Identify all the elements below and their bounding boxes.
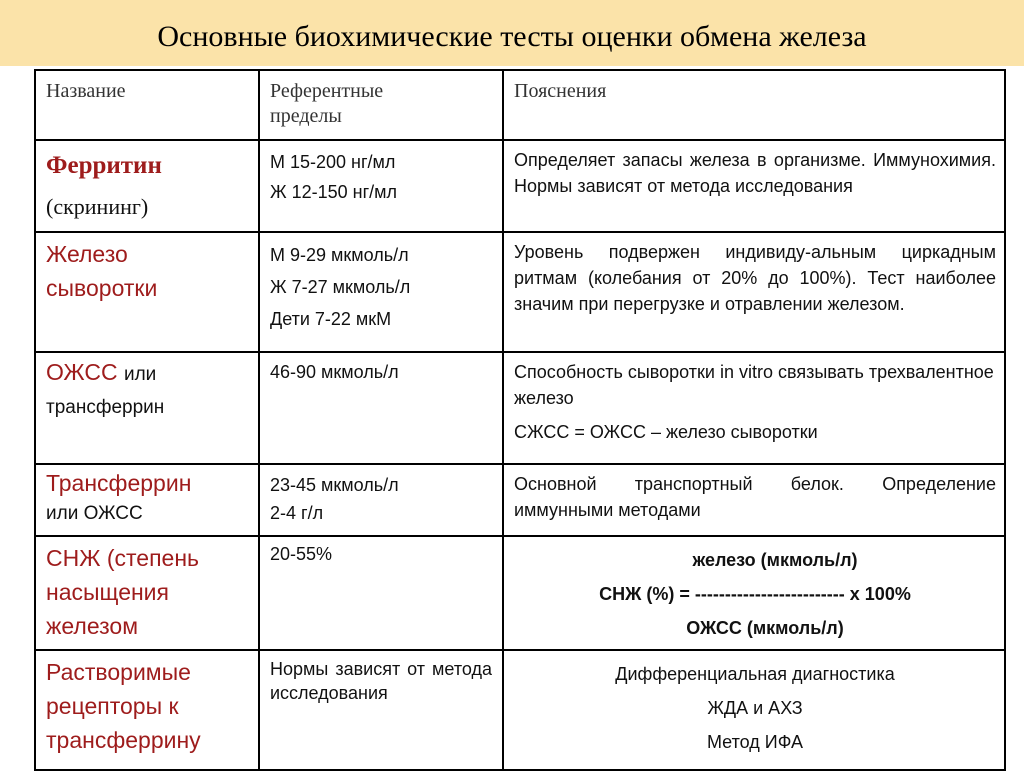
snzh-formula <box>504 537 1004 645</box>
ref-value: Ж 7-27 мкмоль/л <box>270 277 411 297</box>
table-row <box>35 352 1005 464</box>
table-row <box>35 140 1005 232</box>
row-name: Железо сыворотки <box>46 241 158 301</box>
row-name: Трансферрин <box>46 470 192 496</box>
row-notes: Определяет запасы железа в организме. Иммунохимия. Нормы зависят от метода исследования <box>514 150 996 196</box>
ref-value: Ж 12-150 нг/мл <box>270 182 398 202</box>
table-row <box>35 536 1005 650</box>
table-row <box>35 232 1005 352</box>
ref-value: Дети 7-22 мкМ <box>270 309 392 329</box>
iron-tests-table <box>34 69 1006 771</box>
slide-title: Основные биохимические тесты оценки обмена железа <box>157 20 867 53</box>
row-notes: Основной транспортный белок. Определение иммунными методами <box>514 474 996 520</box>
ref-value: 20-55% <box>270 544 333 564</box>
notes-line: Метод ИФА <box>706 732 803 752</box>
row-name: ОЖСС <box>46 359 118 385</box>
table-row <box>35 650 1005 770</box>
row-notes: Уровень подвержен индивиду-альным циркадным ритмам (колебания от 20% до 100%). Тест наиболее значим при перегрузке и отравлении железом. <box>514 242 996 314</box>
ref-value: 2-4 г/л <box>270 503 324 523</box>
header-row <box>35 70 1005 140</box>
row-name: Ферритин <box>46 152 162 179</box>
row-name-sub: (скрининг) <box>46 194 149 219</box>
formula-denominator: ОЖСС (мкмоль/л) <box>686 618 844 638</box>
row-name: СНЖ (степень насыщения железом <box>46 545 200 639</box>
notes-line: ЖДА и АХЗ <box>707 698 803 718</box>
row-name-sub: или трансферрин <box>46 364 165 418</box>
ref-value: М 9-29 мкмоль/л <box>270 245 409 265</box>
title-bar <box>0 0 1024 66</box>
row-notes: Способность сыворотки in vitro связывать трехвалентное железо <box>514 362 994 408</box>
table-row <box>35 464 1005 536</box>
header-reference-cell <box>259 70 503 140</box>
ref-value: 23-45 мкмоль/л <box>270 475 399 495</box>
row-name: Растворимые рецепторы к трансферрину <box>46 659 201 753</box>
header-name: Название <box>46 80 126 102</box>
header-reference: Референтные пределы <box>270 80 384 127</box>
header-notes: Пояснения <box>514 80 607 102</box>
ref-value: 46-90 мкмоль/л <box>270 362 399 382</box>
ref-value: Нормы зависят от метода исследования <box>270 659 492 703</box>
formula-equation: СНЖ (%) = ------------------------- х 100% <box>599 584 911 604</box>
header-notes-cell <box>503 70 1005 140</box>
notes-line: Дифференциальная диагностика <box>615 664 895 684</box>
header-name-cell <box>35 70 259 140</box>
row-notes-extra: СЖСС = ОЖСС – железо сыворотки <box>514 422 818 442</box>
formula-numerator: железо (мкмоль/л) <box>692 550 858 570</box>
ref-value: М 15-200 нг/мл <box>270 152 396 172</box>
row-name-sub: или ОЖСС <box>46 503 143 524</box>
